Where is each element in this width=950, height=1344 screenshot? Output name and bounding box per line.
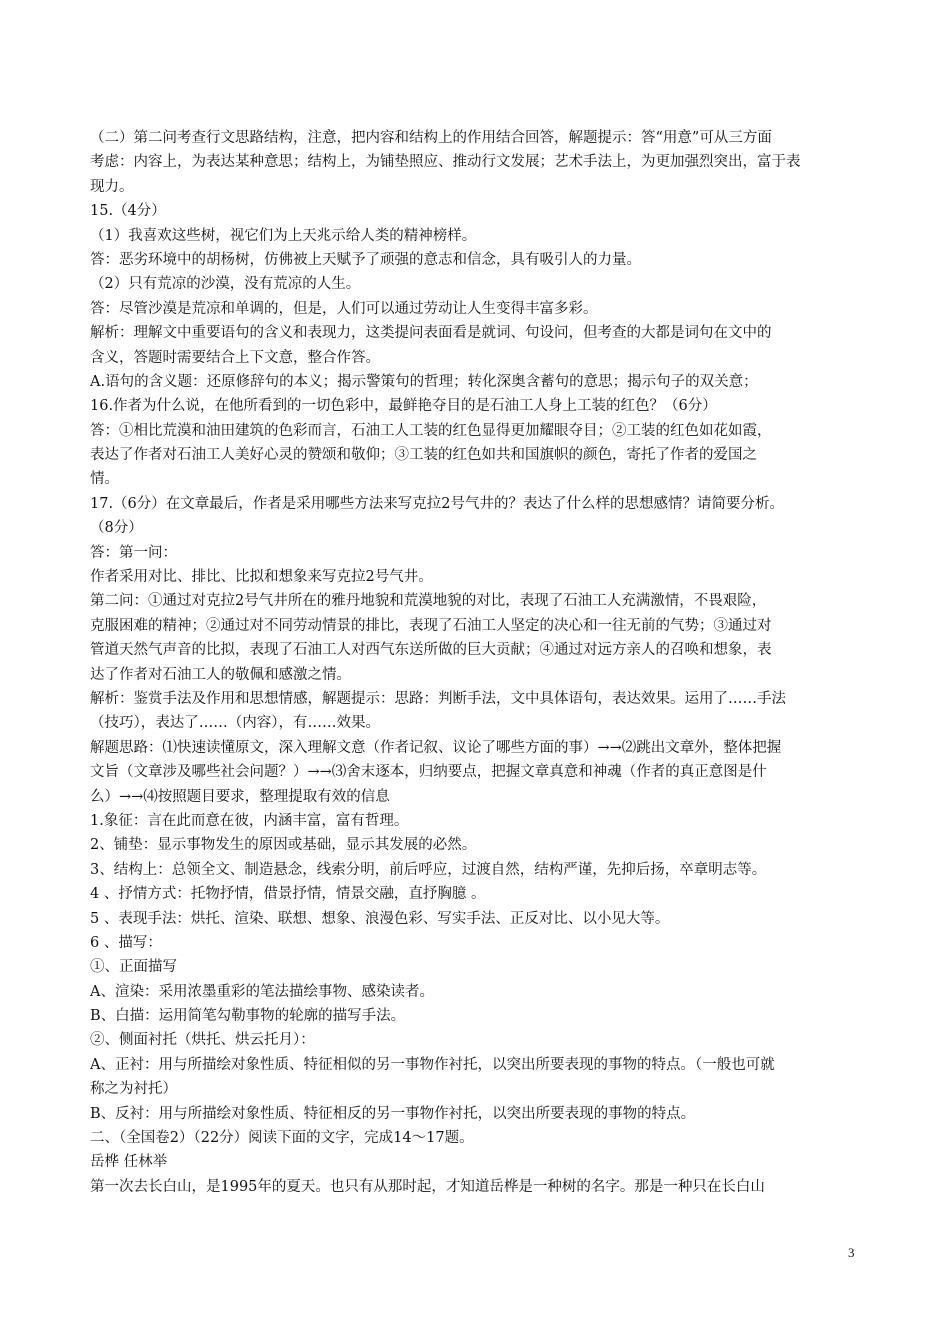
text-line: A.语句的含义题：还原修辞句的本义；揭示警策句的哲理；转化深奥含蓄句的意思；揭示句子的双关意； <box>90 373 758 390</box>
text-line: 15.（4分） <box>90 203 166 220</box>
text-line: 达了作者对石油工人的敬佩和感激之情。 <box>90 666 351 683</box>
text-line: ①、正面描写 <box>90 959 177 976</box>
text-line: 答：第一问： <box>90 544 177 561</box>
text-line: 答：①相比荒漠和油田建筑的色彩而言，石油工人工装的红色显得更加耀眼夺目；②工装的红色如花如霞， <box>90 422 772 439</box>
text-line: 作者采用对比、排比、比拟和想象来写克拉2号气井。 <box>90 569 433 586</box>
text-line: B、反衬：用与所描绘对象性质、特征相反的另一事物作衬托，以突出所要表现的事物的特点。 <box>90 1105 696 1122</box>
text-line: 第一次去长白山，是1995年的夏天。也只有从那时起，才知道岳桦是一种树的名字。那是一种只在长白山 <box>90 1178 765 1195</box>
text-line: A、渲染：采用浓墨重彩的笔法描绘事物、感染读者。 <box>90 983 434 1000</box>
text-line: （技巧），表达了……（内容），有……效果。 <box>90 715 380 732</box>
text-line: A、正衬：用与所描绘对象性质、特征相似的另一事物作衬托，以突出所要表现的事物的特点。（一般也可就 <box>90 1056 775 1073</box>
text-line: 情。 <box>90 471 119 488</box>
text-line: 含义，答题时需要结合上下文意，整合作答。 <box>90 349 380 366</box>
text-line: （2）只有荒凉的沙漠，没有荒凉的人生。 <box>90 276 361 293</box>
text-line: 表达了作者对石油工人美好心灵的赞颂和敬仰；③工装的红色如共和国旗帜的颜色，寄托了作者的爱国之 <box>90 447 757 464</box>
text-line: （8分） <box>90 520 143 537</box>
text-line: 第二问：①通过对克拉2号气井所在的雅丹地貌和荒漠地貌的对比，表现了石油工人充满激情，不畏艰险， <box>90 593 767 610</box>
text-line: 16.作者为什么说，在他所看到的一切色彩中，最鲜艳夺目的是石油工人身上工装的红色？（6分） <box>90 398 717 415</box>
text-line: （1）我喜欢这些树，视它们为上天兆示给人类的精神榜样。 <box>90 227 477 244</box>
text-line: 答：尽管沙漠是荒凉和单调的，但是，人们可以通过劳动让人生变得丰富多彩。 <box>90 300 598 317</box>
text-line: 解析：理解文中重要语句的含义和表现力，这类提问表面看是就词、句设问，但考查的大都是词句在文中的 <box>90 325 772 342</box>
text-line: 二、（全国卷2）（22分）阅读下面的文字，完成14～17题。 <box>90 1130 474 1147</box>
page-number: 3 <box>848 1245 855 1260</box>
text-line: 2、铺垫：显示事物发生的原因或基础，显示其发展的必然。 <box>90 837 477 854</box>
text-line: 克服困难的精神；②通过对不同劳动情景的排比，表现了石油工人坚定的决心和一往无前的气势；③通过对 <box>90 617 772 634</box>
text-line: 管道天然气声音的比拟，表现了石油工人对西气东送所做的巨大贡献；④通过对远方亲人的召唤和想象，表 <box>90 642 772 659</box>
text-line: 么）→→⑷按照题目要求，整理提取有效的信息 <box>90 788 390 805</box>
text-line: 考虑：内容上，为表达某种意思；结构上，为铺垫照应、推动行文发展；艺术手法上，为更加强烈突出，富于表 <box>90 154 801 171</box>
text-line: 解题思路：⑴快速读懂原文，深入理解文意（作者记叙、议论了哪些方面的事）→→⑵跳出文章外，整体把握 <box>90 739 782 756</box>
text-line: （二）第二问考查行文思路结构，注意，把内容和结构上的作用结合回答，解题提示：答“用意”可从三方面 <box>90 130 772 146</box>
text-line: 6 、描写： <box>90 934 162 951</box>
text-line: 岳桦 任林举 <box>90 1154 168 1171</box>
text-line: B、白描：运用简笔勾勒事物的轮廓的描写手法。 <box>90 1008 406 1025</box>
text-line: 5 、表现手法：烘托、渲染、联想、想象、浪漫色彩、写实手法、正反对比、以小见大等。 <box>90 910 670 927</box>
text-line: 称之为衬托） <box>90 1081 177 1098</box>
text-line: 4 、抒情方式：托物抒情，借景抒情，情景交融，直抒胸臆 。 <box>90 886 486 903</box>
text-line: 答：恶劣环境中的胡杨树，仿佛被上天赋予了顽强的意志和信念，具有吸引人的力量。 <box>90 251 641 268</box>
text-line: 文旨（文章涉及哪些社会问题？）→→⑶舍末逐本，归纳要点，把握文章真意和神魂（作者的真正意图是什 <box>90 764 767 781</box>
text-line: 3、结构上：总领全文、制造悬念，线索分明，前后呼应，过渡自然，结构严谨，先抑后扬，卒章明志等。 <box>90 861 767 878</box>
document-body <box>90 126 862 1199</box>
text-line: 1.象征：言在此而意在彼，内涵丰富，富有哲理。 <box>90 812 409 829</box>
text-line: 现力。 <box>90 178 134 195</box>
text-line: 17.（6分）在文章最后，作者是采用哪些方法来写克拉2号气井的？表达了什么样的思想感情？请简要分析。 <box>90 495 785 512</box>
text-line: ②、侧面衬托（烘托、烘云托月）： <box>90 1032 315 1049</box>
text-line: 解析：鉴赏手法及作用和思想情感，解题提示：思路：判断手法，文中具体语句，表达效果。运用了……手法 <box>90 690 786 707</box>
